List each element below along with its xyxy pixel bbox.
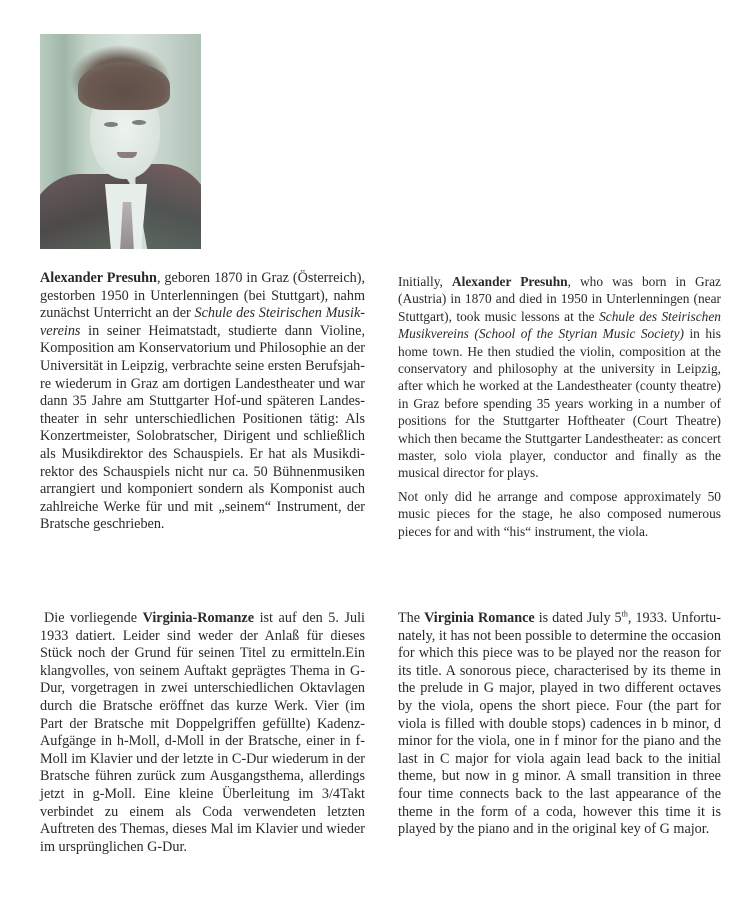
work-title-en: Virginia Romance	[424, 610, 535, 626]
bio-de-text-1: , geboren 1870 in Graz (Österreich), gestorben 1950 in Unterlenningen (bei Stuttgart), nahm zunächst Unterricht an der	[40, 270, 365, 322]
work-en-text-3: , 1933. Unfortunately, it has not been possible to determine the occasion for which this piece was to be played nor the reason for its title. A sonorous piece, characterised by its theme in the prelude in G major, played in two different octaves by the viola, opens the short piece. Four (the part for viola is filled with double stops) cadences in b minor, d minor for the viola, one in f minor for the piano and the last in C major for viola again lead back to the initial theme, but now in g minor. A small transition in three four time connects back to the last appearance of the theme in the form of a coda, however this time it is played by the piano and in the original key of G major.	[398, 610, 722, 838]
composer-name-en: Alexander Presuhn	[451, 274, 568, 289]
work-title-de: Virginia-Romanze	[142, 610, 254, 626]
school-name-en: Schule des Steirischen Musikvereins (School of the Styrian Music Society)	[398, 308, 721, 342]
photo-eye-right	[132, 120, 146, 125]
biography-english-paragraph-1	[398, 273, 721, 482]
work-german-paragraph	[40, 610, 365, 856]
work-description-german	[40, 610, 365, 856]
bio-en-text-3: in his home town. He then studied the violin, composition at the conservatory and philosophy at the university in Leipzig, after which he worked at the Landestheater (county theatre) in Graz before spending 35 years working in a number of positions for the Stuttgarter Hoftheater (Court Theatre) which then became the Stuttgarter Landestheater: as concert master, solo viola player, conductor and finally as the musical director for plays.	[398, 326, 721, 481]
composer-name-de: Alexander Presuhn	[40, 270, 157, 286]
biography-english	[398, 273, 721, 540]
biography-english-paragraph-2: Not only did he arrange and compose approximately 50 music pieces for the stage, he also composed numerous pieces for and with “his“ instrument, the viola.	[398, 488, 721, 539]
work-de-text-1: Die vorliegende	[44, 610, 143, 626]
photo-hair	[78, 62, 170, 110]
biography-german-paragraph	[40, 270, 365, 534]
biography-german	[40, 270, 365, 534]
work-english-paragraph	[398, 610, 721, 839]
work-description-english	[398, 610, 721, 839]
bio-de-text-2: in seiner Heimatstadt, studierte dann Violine, Komposition am Konservatorium und Philosophie an der Universität in Leipzig, verbrachte seine ersten Berufsjahre wiederum in Graz am dortigen Landestheater und war dann 35 Jahre am Stuttgarter Hof-und späteren Landestheater in sehr unterschiedlichen Positionen tätig: Als Konzertmeister, Solobratscher, Dirigent und schließlich als Musikdirektor des Schauspiels. Er hat als Musikdirektor des Schauspiels nicht nur ca. 50 Bühnenmusiken arrangiert und komponiert sondern als Komponist auch zahlreiche Werke für und mit „seinem“ Instrument, der Bratsche geschrieben.	[40, 322, 366, 533]
school-name-de: Schule des Steirischen Musikvereins	[40, 305, 365, 339]
date-ordinal-suffix: th	[621, 609, 628, 619]
photo-eye-left	[104, 122, 118, 127]
work-de-text-2: ist auf den 5. Juli 1933 datiert. Leider sind weder der Anlaß für dieses Stück noch der Grund für seinen Titel zu ermitteln.Ein klangvolles, von seinem Auftakt geprägtes Thema in G-Dur, vorgetragen in zwei unterschiedlichen Oktavlagen durch die Bratsche eröffnet das kurze Werk. Vier (im Part der Bratsche mit Doppelgriffen gefüllte) Kadenz-Aufgänge in h-Moll, d-Moll in der Bratsche, einer in f-Moll im Klavier und der letzte in C-Dur wiederum in der Bratsche führen zurück zum Ausgangsthema, allerdings jetzt in g-Moll. Eine kleine Überleitung im 3/4Takt verbindet zu einem als Coda verwendeten letzten Auftreten des Themas, dieses Mal im Klavier und wieder im ursprünglichen G-Dur.	[40, 610, 366, 855]
work-en-text-1: The	[398, 610, 425, 626]
bio-en-text-2: , who was born in Graz (Austria) in 1870 and died in 1950 in Unterlenningen (near Stuttgart), took music lessons at the	[398, 274, 721, 324]
work-en-text-2: is dated July 5	[534, 610, 622, 626]
photo-mouth	[117, 152, 137, 158]
bio-en-text-1: Initially,	[398, 274, 452, 289]
composer-portrait-photo	[40, 34, 201, 249]
